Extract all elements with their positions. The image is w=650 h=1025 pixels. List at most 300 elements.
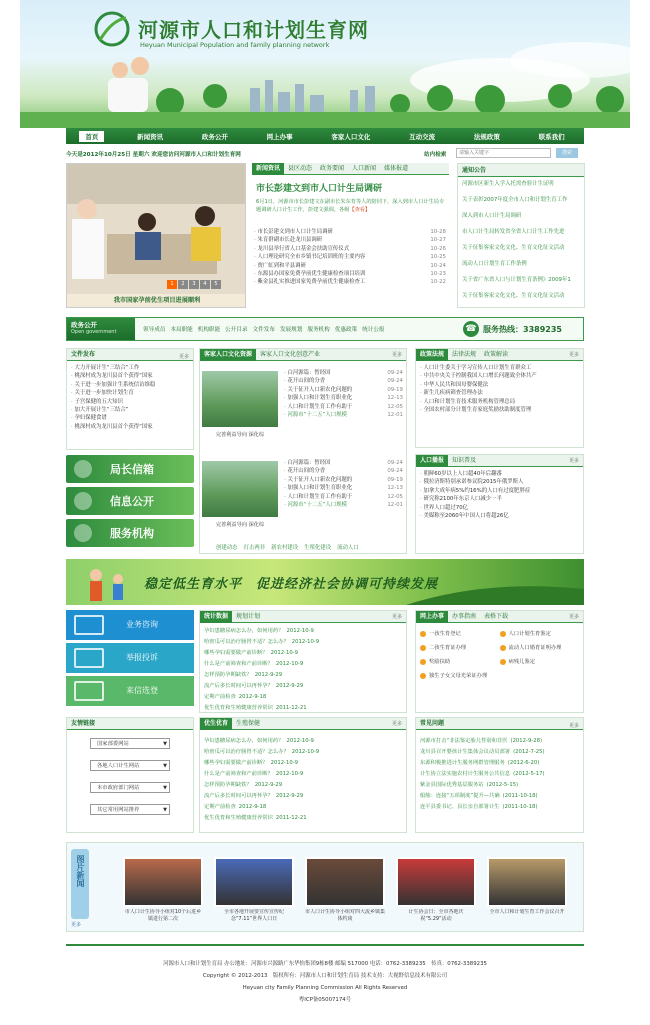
service-button-1[interactable] <box>66 643 194 673</box>
news-date: · 10-28 <box>430 229 446 235</box>
service-label: 来信选登 <box>126 686 158 695</box>
yousheng-item-title[interactable]: 孕妇患糖尿病怎么办，如何用药？ <box>204 738 284 744</box>
gov-subtitle: Open government <box>71 329 117 335</box>
docs-panel <box>66 348 194 450</box>
notice-item[interactable]: 关于省广东省人口与计划生育条例》2009年1 <box>462 277 571 283</box>
yousheng-item-date: 2012-10-9 <box>291 749 320 755</box>
stats-item-date: 2012-9-29 <box>254 672 283 678</box>
yousheng-item-title[interactable]: 流产后多长时间可以再怀孕？ <box>204 793 273 799</box>
stats-item[interactable] <box>204 703 402 714</box>
pop-item[interactable]: · 加拿大成年病5%约16%的人口有过度肥胖症 <box>418 487 581 495</box>
service-icon <box>74 615 104 635</box>
culture-item[interactable] <box>282 476 406 484</box>
photo-news-image[interactable] <box>396 857 476 907</box>
notice-item[interactable]: 关于表彰2007年度全市人口和计划生育工作 <box>462 197 568 203</box>
faq-item-title[interactable]: 龙川县召开婴孩计生集体会议动员部署 <box>420 749 511 755</box>
faq-item-date: (2012-9-28) <box>510 738 543 744</box>
news-panel <box>252 163 449 308</box>
yousheng-item[interactable] <box>204 769 402 780</box>
banner-text: 稳定低生育水平 促进经济社会协调可持续发展 <box>144 577 439 592</box>
photo-news-caption[interactable]: 市人口计生协导小组对四大流乡镇集体约谈 <box>305 909 385 922</box>
culture-more-link[interactable]: 更多 <box>391 352 402 358</box>
policy-tab-2[interactable]: 政策解读 <box>484 351 509 358</box>
photo-news-image[interactable] <box>123 857 203 907</box>
yousheng-item-title[interactable]: 哈密瓜可以治疗肠胃不适？怎么办？ <box>204 749 289 755</box>
docs-item[interactable]: · 关于进一步加强计生系统信访维稳 <box>69 381 191 389</box>
photo-news-item[interactable] <box>123 857 203 923</box>
culture-item[interactable] <box>282 501 406 509</box>
news-tab-4[interactable]: 媒体报道 <box>384 165 409 172</box>
gov-link-2[interactable]: 机构职能 <box>197 327 221 333</box>
gov-link-6[interactable]: 服务机构 <box>307 327 330 333</box>
gov-link-5[interactable]: 发展规划 <box>279 327 303 333</box>
faq-item-date: (2012-5-17) <box>513 771 545 777</box>
gov-link-0[interactable]: 领导成员 <box>143 327 166 333</box>
yousheng-item-title[interactable]: 优生优育和生殖健康营养常识 <box>204 815 273 821</box>
culture-item[interactable] <box>282 459 406 467</box>
online-item-label[interactable]: 病残儿鉴定 <box>508 659 535 665</box>
nav-item-5[interactable]: 互动交流 <box>409 132 436 141</box>
yousheng-item[interactable] <box>204 758 402 769</box>
side-button-icon <box>74 492 92 510</box>
faq-item-date: (2012-7-25) <box>513 749 545 755</box>
news-item-title[interactable]: 朱育群副市长赴龙川县调研 <box>257 237 323 244</box>
service-icon <box>74 681 104 701</box>
news-item[interactable] <box>252 253 449 261</box>
culture-item-title[interactable]: 花开山间的分香 <box>287 378 326 385</box>
faq-item-title[interactable]: 东源积极推进计生服务网群管理服务 <box>420 760 505 766</box>
pop-item[interactable]: · 朝鲜60岁以上人口超40年后翻番 <box>418 470 581 478</box>
culture-date: · 12-01 <box>387 501 403 508</box>
culture-item-title[interactable]: 人口和计划生育工作有助于 <box>287 403 353 410</box>
culture-item-title[interactable]: 花开山间的分香 <box>287 468 326 475</box>
photo-news-more-link[interactable]: 更多 <box>71 922 82 928</box>
phone-icon: ☎ <box>463 321 479 337</box>
online-item-icon <box>420 645 426 651</box>
slide-page-2[interactable]: 3 <box>189 280 199 289</box>
news-date: · 10-26 <box>430 245 446 252</box>
yousheng-item[interactable] <box>204 802 402 813</box>
culture-item-title[interactable]: 关于征开人口新农化问题的 <box>287 386 353 393</box>
yousheng-panel <box>199 717 407 833</box>
hotline: 服务热线：3389235 <box>483 325 562 334</box>
faq-item-title[interactable]: 河源市打击“非法鉴定胎儿性别和非医 <box>420 738 508 744</box>
photo-news-image[interactable] <box>305 857 385 907</box>
online-item-icon <box>500 645 506 651</box>
nav-item-7[interactable]: 联系我们 <box>538 132 565 141</box>
news-tab-0[interactable]: 新闻资讯 <box>252 163 284 175</box>
yousheng-tab-0[interactable]: 优生优育 <box>200 718 232 730</box>
culture-item-title[interactable]: 河源市“十二五”人口规模 <box>287 411 347 418</box>
faq-item[interactable] <box>420 769 579 780</box>
pop-item[interactable]: · 俄拉济斯特别承诺参议院2015年俄罗斯人 <box>418 478 581 486</box>
policy-item[interactable]: · 全国农村部分计划生育家庭奖励扶助制度管理 <box>418 406 581 414</box>
notice-list <box>458 177 584 311</box>
slide-page-3[interactable]: 4 <box>200 280 210 289</box>
culture-item[interactable] <box>282 467 406 475</box>
yousheng-item-date: 2012-10-9 <box>275 771 304 777</box>
policy-item[interactable]: · 中华人民共和国母婴保健法 <box>418 381 581 389</box>
stats-item-title[interactable]: 流产后多长时间可以再怀孕？ <box>204 683 273 689</box>
stats-item[interactable] <box>204 626 402 637</box>
online-item[interactable] <box>420 627 500 641</box>
online-item[interactable] <box>500 655 580 669</box>
culture-photo[interactable] <box>202 371 278 427</box>
friends-title: 友情链接 <box>71 720 96 727</box>
faq-item-date: (2012-6-20) <box>507 760 540 766</box>
faq-item-date: (2012-5-15) <box>486 782 519 788</box>
online-item[interactable] <box>420 641 500 655</box>
faq-item-date: (2011-10-18) <box>502 793 538 799</box>
photo-news-title: 图片新闻 <box>76 855 85 887</box>
photo-news-caption[interactable]: 全市各地开展要宣传宣传纪念“7.11”世界人口日 <box>223 909 284 922</box>
faq-title: 常见问题 <box>420 720 445 727</box>
friend-link-select[interactable] <box>90 782 170 793</box>
culture-link-4[interactable]: 流动人口 <box>337 545 359 551</box>
pop-more-link[interactable]: 更多 <box>568 458 579 464</box>
pop-item[interactable]: · 研究称2100年东京人口减少一半 <box>418 495 581 503</box>
stats-item[interactable] <box>204 681 402 692</box>
yousheng-item[interactable] <box>204 780 402 791</box>
photo-news-image[interactable] <box>214 857 294 907</box>
faq-item[interactable] <box>420 736 579 747</box>
stats-item[interactable] <box>204 648 402 659</box>
news-list <box>252 228 449 287</box>
footer-line4: 粤ICP备05007174号 <box>298 997 352 1003</box>
stats-item[interactable] <box>204 692 402 703</box>
policy-list <box>416 361 583 417</box>
news-item-title[interactable]: 龙川县举行省人口基金会扶助宣传仪式 <box>257 245 350 252</box>
service-label: 业务咨询 <box>126 620 158 629</box>
policy-more-link[interactable]: 更多 <box>568 352 579 358</box>
docs-item[interactable]: · 孕妇保健食谱 <box>69 414 191 422</box>
docs-item[interactable]: · 子宫保健的五大知识 <box>69 398 191 406</box>
gov-title: 政务公开 <box>71 321 97 329</box>
online-item[interactable] <box>500 641 580 655</box>
news-item-title[interactable]: 东源县办国家免费孕前优生健康检查项目培训 <box>257 270 366 277</box>
side-button-label: 局长信箱 <box>110 463 154 476</box>
docs-item[interactable]: · 桃深村成为龙川县首个获得“国家 <box>69 423 191 431</box>
culture-photo-caption[interactable]: 完善利益导向 深化综 <box>215 522 265 528</box>
slideshow[interactable] <box>66 163 246 308</box>
news-item-title[interactable]: 市长彭建文到市人口计生局调研 <box>257 229 333 235</box>
culture-item[interactable] <box>282 403 406 411</box>
culture-link-0[interactable]: 创建动态 <box>216 545 238 551</box>
faq-item[interactable] <box>420 780 579 791</box>
notice-item[interactable]: 深入到市人口计生局调研 <box>462 213 522 219</box>
nav-item-2[interactable]: 政务公开 <box>201 132 228 141</box>
photo-news <box>66 842 584 932</box>
culture-item-title[interactable]: 加强人口和计划生育职业化 <box>287 395 353 402</box>
faq-item-date: (2011-10-18) <box>502 804 538 810</box>
stats-item-title[interactable]: 怎样预防孕期缺铁？ <box>204 672 252 678</box>
news-item-title[interactable]: 人口理论研究全市乡镇书记培训班的主要内容 <box>257 254 366 261</box>
online-item-icon <box>420 673 426 679</box>
culture-item-title[interactable]: 白河源篇：暂经国 <box>287 370 331 376</box>
yousheng-item[interactable] <box>204 791 402 802</box>
chevron-down-icon: ▼ <box>163 785 167 791</box>
gov-link-4[interactable]: 文件发布 <box>252 327 275 333</box>
culture-tab-1[interactable]: 客家人口文化创意产业 <box>260 351 321 358</box>
yousheng-item-title[interactable]: 什么是产前筛查和产前诊断？ <box>204 771 273 777</box>
news-date: · 10-24 <box>430 262 446 269</box>
photo-news-caption[interactable]: 全市人口和计划生育工作会议召开 <box>489 909 565 915</box>
nav-item-6[interactable]: 法规政策 <box>473 132 500 141</box>
search-input[interactable] <box>456 148 551 158</box>
stats-item-title[interactable]: 优生优育和生殖健康营养常识 <box>204 705 273 711</box>
stats-item-title[interactable]: 哈密瓜可以治疗肠胃不适？怎么办？ <box>204 639 289 645</box>
faq-item[interactable] <box>420 758 579 769</box>
culture-date: · 12-01 <box>387 411 403 418</box>
faq-item-title[interactable]: 船舶：连接“五项制度”提升—共确 <box>420 793 500 799</box>
news-tab-3[interactable]: 人口新闻 <box>352 165 377 172</box>
online-item-icon <box>500 659 506 665</box>
yousheng-tab-1[interactable]: 生殖保健 <box>236 720 261 727</box>
online-item-label[interactable]: 一孩生育登记 <box>429 631 461 637</box>
culture-item-title[interactable]: 白河源篇：暂经国 <box>287 460 331 466</box>
pop-panel <box>415 454 584 554</box>
notice-item[interactable]: 流动人口计划生育工作条例 <box>462 261 527 267</box>
faq-item[interactable] <box>420 791 579 802</box>
online-item-label[interactable]: 二孩生育证办理 <box>429 645 467 651</box>
culture-date: · 09-19 <box>387 476 403 483</box>
culture-date: · 09-24 <box>387 468 403 475</box>
yousheng-more-link[interactable]: 更多 <box>391 721 402 727</box>
select-value: 各地人口计生网站 <box>97 763 140 769</box>
culture-link-3[interactable]: 生殖化建设 <box>304 545 332 551</box>
yousheng-item-title[interactable]: 怎样预防孕期缺铁？ <box>204 782 252 788</box>
culture-date: · 09-24 <box>387 370 403 376</box>
stats-item-date: 2012-10-9 <box>275 661 304 667</box>
yousheng-item-title[interactable]: 定期产前检查 <box>204 804 236 810</box>
notice-item[interactable]: 河源市区新生入学入托需查验计生证明 <box>462 181 554 187</box>
culture-link-1[interactable]: 打击两非 <box>243 545 266 551</box>
slide-page-4[interactable]: 5 <box>211 280 221 289</box>
faq-item-title[interactable]: 紫金县国际优秀基层服务站 <box>420 782 484 788</box>
news-item[interactable] <box>252 270 449 278</box>
stats-item-title[interactable]: 哪些孕妇需要做产前诊断？ <box>204 650 268 656</box>
side-button-0[interactable] <box>66 455 194 483</box>
culture-date: · 09-24 <box>387 378 403 385</box>
culture-tab-0[interactable]: 客家人口文化资源 <box>200 349 256 361</box>
slogan-banner <box>66 559 584 605</box>
culture-photo-caption[interactable]: 完善利益导向 深化综 <box>215 432 265 438</box>
slideshow-photo <box>67 164 246 294</box>
welcome-text: 今天是2012年10月25日 星期六 欢迎您访问河源市人口和计划生育网 <box>66 152 241 158</box>
yousheng-item-title[interactable]: 哪些孕妇需要做产前诊断？ <box>204 760 268 766</box>
slide-page-0[interactable]: 1 <box>167 280 177 289</box>
stats-list <box>200 623 406 717</box>
policy-panel <box>415 348 584 448</box>
photo-news-caption[interactable]: 计生协会日：全市各地庆祝“5.29”活动 <box>408 909 464 922</box>
nav-item-1[interactable]: 新闻资讯 <box>137 132 164 141</box>
docs-list <box>67 361 193 434</box>
news-headline[interactable]: 市长彭建文到市人口计生局调研 <box>256 184 383 194</box>
select-value: 国家部委网站 <box>97 741 129 747</box>
culture-item-title[interactable]: 人口和计划生育工作有助于 <box>287 493 353 500</box>
gov-link-7[interactable]: 优惠政策 <box>334 327 358 333</box>
culture-date: · 09-24 <box>387 460 403 466</box>
culture-link-2[interactable]: 新农村建设 <box>271 545 299 551</box>
pop-item[interactable]: · 美媒称至2060年中国人口将超26亿 <box>418 512 581 520</box>
docs-item[interactable]: · 加大开展计生“三结合” <box>69 406 191 414</box>
news-date: · 10-27 <box>430 237 446 244</box>
online-item-label[interactable]: 独生子女父母光荣证办理 <box>429 673 488 679</box>
photo-news-item[interactable] <box>396 857 476 923</box>
photo-news-item[interactable] <box>487 857 567 923</box>
stats-tab-1[interactable]: 规划计划 <box>236 613 261 620</box>
faq-item-title[interactable]: 连平县委书记、县长亲自部署计生 <box>420 804 500 810</box>
notice-item[interactable]: 关于征集客家文化文化、生育文化征文活动 <box>462 245 565 251</box>
footer-line2: Copyright © 2012-2013 版权所有：河源市人口和计划生育局 技术支持：大视野信息技术有限公司 <box>202 973 448 979</box>
faq-item[interactable] <box>420 802 579 813</box>
policy-tab-0[interactable]: 政策法规 <box>416 349 448 361</box>
notice-item[interactable]: 市人口计生局转发省全省人口计生工作先进 <box>462 229 565 235</box>
photo-news-image[interactable] <box>487 857 567 907</box>
chevron-down-icon: ▼ <box>163 807 167 813</box>
online-item-label[interactable]: 流动人口婚育证明办理 <box>508 645 562 651</box>
online-item-icon <box>420 631 426 637</box>
stats-tab-0[interactable]: 统计数据 <box>200 611 232 623</box>
gov-link-3[interactable]: 公开目录 <box>225 327 248 333</box>
news-date: · 10-23 <box>430 270 446 277</box>
docs-item[interactable]: · 桃深村成为龙川县首个获得“国家 <box>69 372 191 380</box>
yousheng-item[interactable] <box>204 747 402 758</box>
docs-item[interactable]: · 大力开展计生“三结合”工作 <box>69 364 191 372</box>
online-item[interactable] <box>420 655 500 669</box>
service-button-2[interactable] <box>66 676 194 706</box>
news-summary: 6月1日，河源市市长彭建文在副市长朱东育等人的陪同下，深入到市人口计生局专题调研人口计生工作，彭建文强调，各级 <box>256 199 445 213</box>
online-tab-2[interactable]: 表格下载 <box>484 613 509 620</box>
news-item[interactable] <box>252 278 449 286</box>
footer-line1: 河源市人口和计划生育局 办公地址：河源市兴源路广东华怡集团9栋8楼 邮编 517000 电话：0762-3389235 传真：0762-3389235 <box>163 961 487 967</box>
faq-list <box>416 730 583 819</box>
stats-item[interactable] <box>204 659 402 670</box>
stats-more-link[interactable]: 更多 <box>391 614 402 620</box>
stats-item-date: 2012-9-29 <box>275 683 304 689</box>
news-item-title[interactable]: 贾广虹到和平县调研 <box>257 262 306 269</box>
news-item[interactable] <box>252 245 449 253</box>
main-nav <box>66 128 584 144</box>
culture-item[interactable] <box>282 369 406 377</box>
faq-more-link[interactable]: 更多 <box>568 723 579 729</box>
pop-tab-1[interactable]: 知识普及 <box>452 457 477 464</box>
photo-news-caption[interactable]: 市人口计生协导小组对10个后进乡镇进行第二次 <box>124 909 202 922</box>
stats-item-date: 2012-10-9 <box>286 628 314 634</box>
yousheng-item-date: 2012-9-29 <box>275 793 304 799</box>
docs-more-link[interactable]: 更多 <box>178 354 189 360</box>
gov-link-1[interactable]: 本局职能 <box>170 327 193 333</box>
header <box>20 0 630 128</box>
yousheng-item-date: 2012-10-9 <box>286 738 314 744</box>
culture-item[interactable] <box>282 386 406 394</box>
online-tab-1[interactable]: 办事指南 <box>452 613 477 620</box>
footer-line3: Heyuan city Family Planning Commission All Rights Reserved <box>242 985 408 991</box>
policy-tab-1[interactable]: 法律法规 <box>452 351 477 358</box>
news-date: · 10-25 <box>430 254 446 261</box>
search-button[interactable]: 搜索 <box>556 148 578 158</box>
culture-date: · 12-05 <box>387 493 403 500</box>
culture-item-title[interactable]: 加强人口和计划生育职业化 <box>287 485 353 492</box>
policy-item[interactable]: · 人口计生委关于学习宣传人口计划生育群众工 <box>418 364 581 372</box>
friend-link-select[interactable] <box>90 738 170 749</box>
faq-item[interactable] <box>420 747 579 758</box>
friend-link-select[interactable] <box>90 804 170 815</box>
slideshow-caption[interactable]: 我市国家孕前优生项目进展顺利 <box>113 297 201 304</box>
culture-item-title[interactable]: 河源市“十二五”人口规模 <box>287 501 347 508</box>
online-item-label[interactable]: 人口计划生育鉴定 <box>508 631 551 637</box>
culture-item[interactable] <box>282 377 406 385</box>
pop-item[interactable]: · 世界人口超过70亿 <box>418 504 581 512</box>
pop-tab-0[interactable]: 人口播报 <box>416 455 448 467</box>
photo-news-item[interactable] <box>214 857 294 923</box>
news-item[interactable] <box>252 228 449 236</box>
news-item[interactable] <box>252 236 449 244</box>
pop-list <box>416 467 583 523</box>
service-button-0[interactable] <box>66 610 194 640</box>
photo-news-item[interactable] <box>305 857 385 923</box>
news-item-title[interactable]: 紫金县扎实推进国家免费孕前优生健康检查工 <box>257 279 366 286</box>
stats-item-title[interactable]: 定期产前检查 <box>204 694 236 700</box>
yousheng-item-date: 2012-10-9 <box>270 760 298 766</box>
policy-item[interactable]: · 中共中央关于控制我国人口增长问题致全体共产 <box>418 372 581 380</box>
culture-item[interactable] <box>282 394 406 402</box>
culture-item-title[interactable]: 关于征开人口新农化问题的 <box>287 476 353 483</box>
stats-item-title[interactable]: 什么是产前筛查和产前诊断？ <box>204 661 273 667</box>
stats-item-title[interactable]: 孕妇患糖尿病怎么办，如何用药？ <box>204 628 284 634</box>
side-button-2[interactable] <box>66 519 194 547</box>
select-value: 其它常用网站推荐 <box>97 807 140 813</box>
notice-item[interactable]: 关于征集客家文化文化、生育文化征文活动 <box>462 293 565 299</box>
friends-panel <box>66 717 194 833</box>
stats-item-date: 2012-10-9 <box>291 639 320 645</box>
nav-item-0[interactable]: 首页 <box>79 131 104 142</box>
online-more-link[interactable]: 更多 <box>568 614 579 620</box>
policy-item[interactable]: · 新生儿疾病筛查管理办法 <box>418 389 581 397</box>
news-tabs <box>252 163 449 175</box>
news-tab-1[interactable]: 县区动态 <box>288 165 313 172</box>
stats-item[interactable] <box>204 637 402 648</box>
news-item[interactable] <box>252 262 449 270</box>
culture-photo[interactable] <box>202 461 278 517</box>
nav-item-4[interactable]: 客家人口文化 <box>331 132 371 141</box>
online-item[interactable] <box>420 669 500 683</box>
side-button-1[interactable] <box>66 487 194 515</box>
docs-title: 文件发布 <box>71 351 96 358</box>
culture-date: · 09-19 <box>387 386 403 393</box>
gov-link-8[interactable]: 统计公报 <box>362 327 385 333</box>
yousheng-item[interactable] <box>204 736 402 747</box>
news-tab-2[interactable]: 政务要闻 <box>320 165 345 172</box>
culture-item[interactable] <box>282 484 406 492</box>
slide-page-1[interactable]: 2 <box>178 280 188 289</box>
policy-item[interactable]: · 人口和计划生育技术服务机构管理总局 <box>418 398 581 406</box>
online-tab-0[interactable]: 网上办事 <box>416 611 448 623</box>
online-item-label[interactable]: 奖励扶助 <box>429 659 451 665</box>
news-summary-more[interactable]: 【查看】 <box>349 207 371 213</box>
culture-item[interactable] <box>282 493 406 501</box>
docs-item[interactable]: · 关于进一步加快计划生育 <box>69 389 191 397</box>
chevron-down-icon: ▼ <box>163 763 167 769</box>
yousheng-item[interactable] <box>204 813 402 824</box>
stats-panel <box>199 610 407 713</box>
online-item[interactable] <box>500 627 580 641</box>
stats-item[interactable] <box>204 670 402 681</box>
friend-link-select[interactable] <box>90 760 170 771</box>
faq-item-title[interactable]: 计生协立法实施农村计生服务公共信息 <box>420 771 511 777</box>
nav-item-3[interactable]: 网上办事 <box>266 132 293 141</box>
culture-item[interactable] <box>282 411 406 419</box>
